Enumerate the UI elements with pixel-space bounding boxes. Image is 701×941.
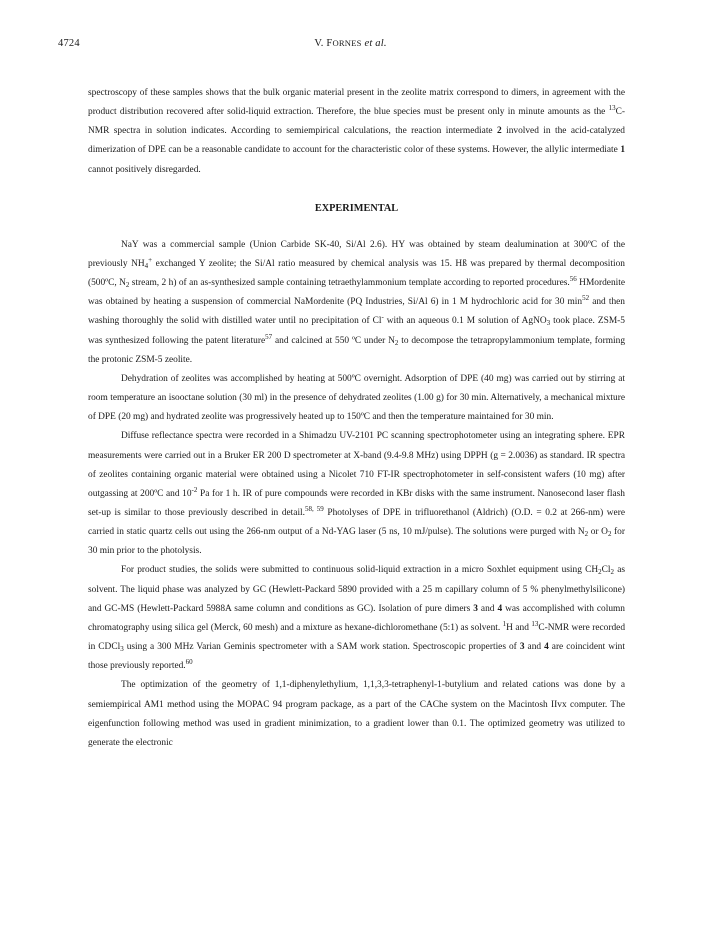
intro-paragraph: spectroscopy of these samples shows that the bulk organic material present in the zeolite matrix correspond to dimers, in agreement with the product distribution recovered after solid-liquid extraction. Therefore, the blue species must be present only in minute amounts as the $^{13}$C-NMR spectra in solution indicates. According to semiempirical calculations, the reaction intermediate 2 involved in the acid-catalyzed dimerization of DPE can be a reasonable candidate to account for the characteristic color of these systems. However, the allylic intermediate 1 cannot positively disregarded. [88, 88, 625, 175]
section-heading: EXPERIMENTAL [314, 202, 399, 214]
running-head-surname: ORNES [332, 38, 362, 48]
zeolite-preparation-paragraph: NaY was a commercial sample (Union Carbide SK-40, Si/Al 2.6). HY was obtained by steam dealumination at 300ºC of the previously $NH_4^+$ exchanged Y zeolite; the Si/Al ratio measured by chemical analysis was 15. Hß was prepared by thermal decomposition (500ºC, $N_2$ stream, 2 h) of an as-synthesized sample containing tetraethylammonium template according to reported procedures.$^{56}$ HMordenite was obtained by heating a suspension of commercial NaMordenite (PQ Industries, Si/Al 6) in 1 M hydrochloric acid for 30 $\min^{52}$ and then washing thoroughly the solid with distilled water until no precipitation of Cl- with an aqueous 0.1 M solution of AgNO$_3$ took place. ZSM-5 was synthesized following the patent literature$^{57}$ and calcined at 550 ºC under $N_2$ to decompose the tetrapropylammonium template, forming the protonic ZSM-5 zeolite. [88, 239, 626, 365]
dehydration-paragraph: Dehydration of zeolites was accomplished by heating at 500ºC overnight. Adsorption of DPE (40 mg) was carried out by stirring at room temperature an isooctane solution (30 ml) in the presence of dehydrated zeolites (1.00 g) for 30 min. Alternatively, a mechanical mixture of DPE (20 mg) and hydrated zeolite was progressively heated up to 150ºC and then the temperature maintained for 30 min. [88, 373, 625, 423]
page-number: 4724 [58, 38, 80, 49]
product-studies-paragraph: For product studies, the solids were submitted to continuous solid-liquid extraction in a micro Soxhlet equipment using $CH_2Cl_2$ as solvent. The liquid phase was analyzed by GC (Hewlett-Packard 5890 provided with a 25 m capillary column of 5 % phenylmethylsilicone) and GC-MS (Hewlett-Packard 5988A same column and conditions as GC). Isolation of pure dimers 3 and 4 was accomplished with column chromatography using silica gel (Merck, 60 mesh) and a mixture as hexane-dichloromethane (5:1) as solvent. $^1$H and $^{13}$C-NMR were recorded in CDCl$_3$ using a 300 MHz Varian Geminis spectrometer with a SAM work station. Spectroscopic properties of 3 and 4 are coincident wint those previously reported.$^{60}$ [88, 565, 626, 672]
page-header [58, 38, 643, 52]
running-head-et-al: et al. [364, 38, 387, 49]
running-head [58, 38, 643, 49]
article-body [88, 84, 625, 753]
computation-paragraph: The optimization of the geometry of 1,1-diphenylethylium, 1,1,3,3-tetraphenyl-1-butylium and related cations was done by a semiempirical AM1 method using the MOPAC 94 program package, as a part of the CAChe system on the Macintosh IIvx computer. The eigenfunction following method was used in gradient minimization, to a gradient lower than 0.1. The optimized geometry was utilized to generate the electronic [88, 680, 625, 748]
spectroscopy-paragraph: Diffuse reflectance spectra were recorded in a Shimadzu UV-2101 PC scanning spectrophotometer using an integrating sphere. EPR measurements were carried out in a Bruker ER 200 D spectrometer at X-band (9.4-9.8 MHz) using DPPH (g = 2.0036) as standard. IR spectra of zeolites containing organic material were obtained using a Nicolet 710 FT-IR spectrophotometer in self-consistent wafers (10 mg) after outgassing at 200ºC and $10^{-2}$ Pa for 1 h. IR of pure compounds were recorded in KBr disks with the same instrument. Nanosecond laser flash set-up is similar to those previously described in detail.$^{58, 59}$ Photolyses of DPE in trifluorethanol (Aldrich) (O.D. = 0.2 at 266-nm) were carried in static quartz cells out using the 266-nm output of a Nd-YAG laser (5 ns, 10 mJ/pulse). The solutions were purged with $N_2$ or $O_2$ for 30 min prior to the photolysis. [88, 431, 625, 557]
running-head-initial: V. F [314, 38, 333, 49]
